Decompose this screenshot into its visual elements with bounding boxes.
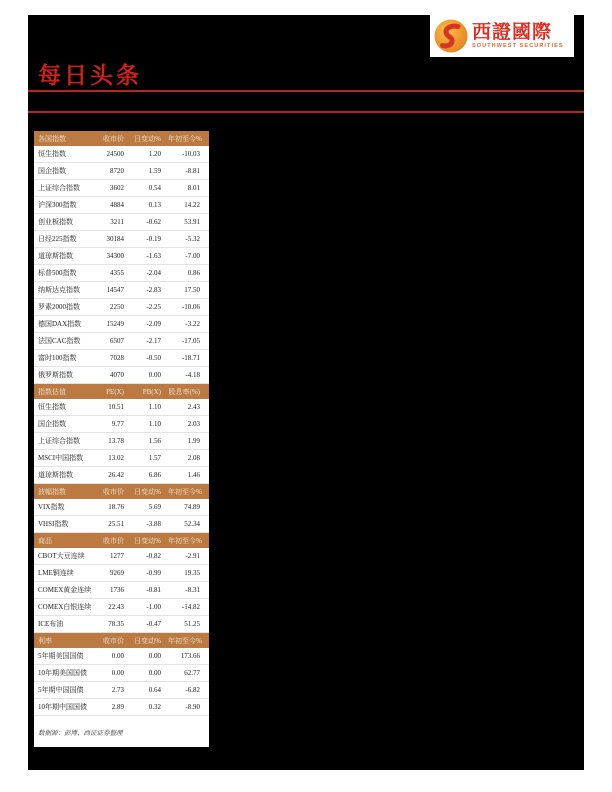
table-row: [34, 433, 209, 450]
table-row: [34, 467, 209, 484]
value-day-change: -0.47: [131, 616, 168, 633]
value-ytd-change: -3.22: [168, 316, 209, 333]
row-label: 标普500指数: [34, 265, 98, 282]
value-day-change: 0.00: [131, 665, 168, 682]
section-title: 商品: [34, 533, 98, 549]
row-label: COMEX白银连续: [34, 599, 98, 616]
value-ytd-change: 1.46: [168, 467, 209, 484]
value-day-change: -2.25: [131, 299, 168, 316]
value-close: 0.00: [98, 665, 131, 682]
row-label: 5年期美国国债: [34, 648, 98, 665]
value-day-change: -2.09: [131, 316, 168, 333]
row-label: 日经225指数: [34, 231, 98, 248]
table-row: [34, 399, 209, 416]
value-day-change: 0.32: [131, 699, 168, 716]
logo-sphere-icon: [434, 19, 468, 53]
value-day-change: 0.00: [131, 367, 168, 384]
value-close: 6507: [98, 333, 131, 350]
value-day-change: -2.04: [131, 265, 168, 282]
value-close: 4355: [98, 265, 131, 282]
column-header: 股息率(%): [168, 384, 209, 400]
value-close: 2250: [98, 299, 131, 316]
value-close: 34300: [98, 248, 131, 265]
value-close: 7028: [98, 350, 131, 367]
value-ytd-change: -5.32: [168, 231, 209, 248]
brand-name-english: SOUTHWEST SECURITIES: [472, 42, 564, 49]
value-ytd-change: -17.05: [168, 333, 209, 350]
value-day-change: -2.83: [131, 282, 168, 299]
value-close: 9.77: [98, 416, 131, 433]
value-day-change: 5.69: [131, 499, 168, 516]
row-label: VHSI指数: [34, 516, 98, 533]
column-header: 收市价: [98, 533, 131, 549]
column-header: 年初至今%: [168, 533, 209, 549]
value-day-change: 6.86: [131, 467, 168, 484]
value-ytd-change: -8.31: [168, 582, 209, 599]
section-header-row: [34, 633, 209, 649]
value-ytd-change: 53.91: [168, 214, 209, 231]
table-row: [34, 214, 209, 231]
row-label: 国企指数: [34, 163, 98, 180]
section-title: 利率: [34, 633, 98, 649]
value-day-change: 1.10: [131, 416, 168, 433]
value-ytd-change: 17.50: [168, 282, 209, 299]
table-row: [34, 499, 209, 516]
value-ytd-change: -4.18: [168, 367, 209, 384]
value-day-change: -0.81: [131, 582, 168, 599]
value-day-change: -0.50: [131, 350, 168, 367]
column-header: 年初至今%: [168, 633, 209, 649]
value-day-change: -0.62: [131, 214, 168, 231]
column-header: 收市价: [98, 633, 131, 649]
table-row: [34, 516, 209, 533]
table-row: [34, 616, 209, 633]
column-header: 日变动%: [131, 484, 168, 500]
page-title: 每日头条: [38, 63, 142, 88]
row-label: MSCI中国指数: [34, 450, 98, 467]
row-label: 沪深300指数: [34, 197, 98, 214]
value-ytd-change: -8.81: [168, 163, 209, 180]
table-row: [34, 582, 209, 599]
column-header: PE(X): [98, 384, 131, 400]
row-label: 10年期中国国债: [34, 699, 98, 716]
section-title: 指数估值: [34, 384, 98, 400]
table-row: [34, 163, 209, 180]
value-ytd-change: -2.91: [168, 548, 209, 565]
table-row: [34, 665, 209, 682]
table-row: [34, 333, 209, 350]
value-day-change: 1.56: [131, 433, 168, 450]
row-label: ICE布油: [34, 616, 98, 633]
table-row: [34, 367, 209, 384]
value-day-change: -2.17: [131, 333, 168, 350]
value-close: 10.51: [98, 399, 131, 416]
value-ytd-change: 51.25: [168, 616, 209, 633]
table-row: [34, 682, 209, 699]
value-ytd-change: 2.43: [168, 399, 209, 416]
value-day-change: -0.19: [131, 231, 168, 248]
value-ytd-change: 14.22: [168, 197, 209, 214]
table-row: [34, 180, 209, 197]
value-close: 9269: [98, 565, 131, 582]
row-label: COMEX黄金连续: [34, 582, 98, 599]
table-row: [34, 699, 209, 716]
column-header: PB(X): [131, 384, 168, 400]
value-close: 24500: [98, 146, 131, 163]
divider-rule-top: [28, 90, 584, 92]
brand-name-chinese: 西證國際: [472, 22, 553, 43]
value-day-change: 0.13: [131, 197, 168, 214]
table-row: [34, 265, 209, 282]
data-source-note: 数据源：彭博、西证证券整理: [38, 730, 123, 737]
row-label: 上证综合指数: [34, 433, 98, 450]
table-row: [34, 146, 209, 163]
value-day-change: 0.64: [131, 682, 168, 699]
value-ytd-change: -7.00: [168, 248, 209, 265]
row-label: 恒生指数: [34, 399, 98, 416]
value-ytd-change: 19.35: [168, 565, 209, 582]
column-header: 收市价: [98, 131, 131, 146]
row-label: LME铜连续: [34, 565, 98, 582]
section-header-row: [34, 384, 209, 400]
table-row: [34, 282, 209, 299]
column-header: 年初至今%: [168, 484, 209, 500]
value-close: 30184: [98, 231, 131, 248]
row-label: VIX指数: [34, 499, 98, 516]
value-close: 0.00: [98, 648, 131, 665]
value-close: 2.73: [98, 682, 131, 699]
value-close: 13.02: [98, 450, 131, 467]
row-label: 俄罗斯指数: [34, 367, 98, 384]
value-close: 26.42: [98, 467, 131, 484]
table-row: [34, 316, 209, 333]
value-day-change: 1.10: [131, 399, 168, 416]
value-ytd-change: -18.71: [168, 350, 209, 367]
company-logo: [430, 15, 574, 57]
value-ytd-change: 1.99: [168, 433, 209, 450]
table-row: [34, 450, 209, 467]
value-close: 3602: [98, 180, 131, 197]
column-header: 年初至今%: [168, 131, 209, 146]
value-day-change: 1.57: [131, 450, 168, 467]
value-close: 2.89: [98, 699, 131, 716]
column-header: 日变动%: [131, 131, 168, 146]
row-label: CBOT大豆连续: [34, 548, 98, 565]
value-ytd-change: -8.90: [168, 699, 209, 716]
table-row: [34, 231, 209, 248]
value-close: 22.43: [98, 599, 131, 616]
row-label: 德国DAX指数: [34, 316, 98, 333]
row-label: 5年期中国国债: [34, 682, 98, 699]
section-header-row: [34, 484, 209, 500]
value-close: 1736: [98, 582, 131, 599]
section-header-row: [34, 533, 209, 549]
value-close: 78.35: [98, 616, 131, 633]
value-close: 18.76: [98, 499, 131, 516]
row-label: 恒生指数: [34, 146, 98, 163]
value-ytd-change: -10.06: [168, 299, 209, 316]
value-close: 1277: [98, 548, 131, 565]
value-ytd-change: -6.82: [168, 682, 209, 699]
row-label: 10年期美国国债: [34, 665, 98, 682]
table-row: [34, 197, 209, 214]
value-close: 3211: [98, 214, 131, 231]
value-ytd-change: 8.01: [168, 180, 209, 197]
table-row: [34, 548, 209, 565]
row-label: 道琼斯指数: [34, 467, 98, 484]
column-header: 日变动%: [131, 533, 168, 549]
table-row: [34, 648, 209, 665]
value-close: 8720: [98, 163, 131, 180]
value-day-change: -3.88: [131, 516, 168, 533]
value-ytd-change: 74.89: [168, 499, 209, 516]
table-row: [34, 599, 209, 616]
row-label: 富时100指数: [34, 350, 98, 367]
divider-rule-bottom: [28, 111, 584, 113]
row-label: 罗素2000指数: [34, 299, 98, 316]
table-row: [34, 248, 209, 265]
market-table-body: [34, 131, 209, 716]
market-table: [34, 131, 209, 716]
section-header-row: [34, 131, 209, 146]
value-day-change: 0.00: [131, 648, 168, 665]
column-header: 收市价: [98, 484, 131, 500]
value-ytd-change: 62.77: [168, 665, 209, 682]
value-ytd-change: -10.03: [168, 146, 209, 163]
table-row: [34, 565, 209, 582]
value-close: 4884: [98, 197, 131, 214]
row-label: 上证综合指数: [34, 180, 98, 197]
table-row: [34, 299, 209, 316]
value-ytd-change: -14.82: [168, 599, 209, 616]
row-label: 创业板指数: [34, 214, 98, 231]
market-data-panel: [34, 131, 209, 747]
table-row: [34, 350, 209, 367]
row-label: 道琼斯指数: [34, 248, 98, 265]
value-day-change: -0.99: [131, 565, 168, 582]
value-ytd-change: 173.66: [168, 648, 209, 665]
value-close: 14547: [98, 282, 131, 299]
value-close: 13.78: [98, 433, 131, 450]
value-day-change: 0.54: [131, 180, 168, 197]
section-title: 各国指数: [34, 131, 98, 146]
column-header: 日变动%: [131, 633, 168, 649]
value-ytd-change: 2.03: [168, 416, 209, 433]
value-ytd-change: 2.08: [168, 450, 209, 467]
value-day-change: 1.59: [131, 163, 168, 180]
value-close: 15249: [98, 316, 131, 333]
row-label: 纳斯达克指数: [34, 282, 98, 299]
value-day-change: 1.20: [131, 146, 168, 163]
value-day-change: -0.82: [131, 548, 168, 565]
value-day-change: -1.63: [131, 248, 168, 265]
value-day-change: -1.00: [131, 599, 168, 616]
value-close: 4070: [98, 367, 131, 384]
table-row: [34, 416, 209, 433]
section-title: 波幅指数: [34, 484, 98, 500]
value-close: 25.51: [98, 516, 131, 533]
row-label: 国企指数: [34, 416, 98, 433]
value-ytd-change: 0.86: [168, 265, 209, 282]
row-label: 法国CAC指数: [34, 333, 98, 350]
value-ytd-change: 52.34: [168, 516, 209, 533]
